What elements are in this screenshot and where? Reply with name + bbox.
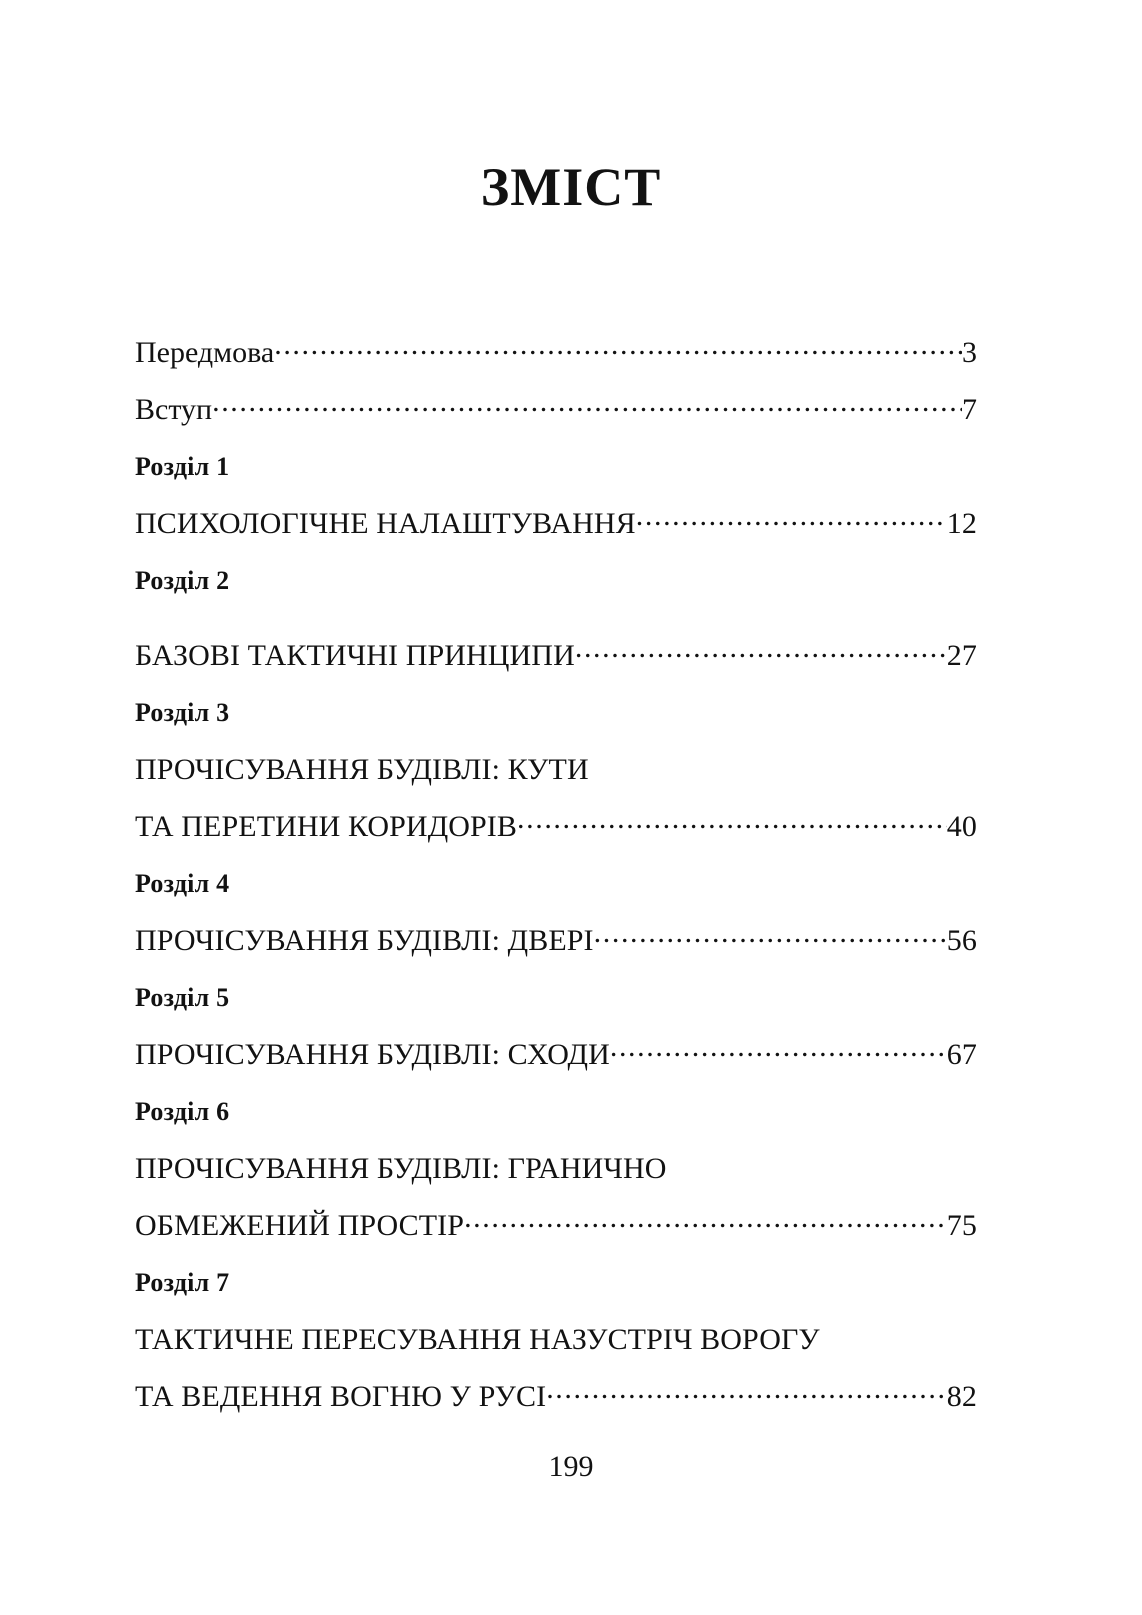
toc-page-number: 82 [946,1380,977,1413]
toc-entry-line[interactable] [135,495,977,552]
toc-entry-line[interactable] [135,627,977,684]
dot-leader [594,920,947,950]
dot-leader [274,332,962,362]
chapter-label [135,855,977,912]
dot-leader [610,1034,947,1064]
toc-entry-line[interactable] [135,381,977,438]
dot-leader [464,1205,947,1235]
toc-page-number: 12 [946,507,977,540]
chapter-label-text: Розділ 4 [135,869,230,898]
toc-page-number: 40 [946,810,977,843]
toc-entry-line[interactable] [135,912,977,969]
chapter-label-text: Розділ 3 [135,698,230,727]
chapter-label-text: Розділ 2 [135,566,230,595]
chapter-label [135,684,977,741]
chapter-label [135,969,977,1026]
toc-entry-title: ТА ВЕДЕННЯ ВОГНЮ У РУСІ [135,1380,547,1413]
dot-leader [517,806,947,836]
page-folio: 199 [548,1450,594,1483]
toc-page-number: 56 [946,924,977,957]
toc-entry-title: Передмова [135,336,275,369]
toc-entry-title: ПРОЧІСУВАННЯ БУДІВЛІ: ДВЕРІ [135,924,594,957]
chapter-label [135,438,977,495]
toc-entry-line[interactable] [135,798,977,855]
toc-entry-title: ТА ПЕРЕТИНИ КОРИДОРІВ [135,810,518,843]
chapter-label-text: Розділ 1 [135,452,230,481]
toc-entry-title: ПРОЧІСУВАННЯ БУДІВЛІ: КУТИ [135,753,589,786]
toc-page-number: 27 [946,639,977,672]
toc-entry-title: Вступ [135,393,213,426]
toc-page-number: 67 [946,1038,977,1071]
chapter-label-text: Розділ 6 [135,1097,230,1126]
toc-page-number: 7 [962,393,977,426]
dot-leader [546,1376,947,1406]
chapter-label-text: Розділ 5 [135,983,230,1012]
toc-page-number: 75 [946,1209,977,1242]
toc-entry-line[interactable] [135,324,977,381]
toc-entry-title: ОБМЕЖЕНИЙ ПРОСТІР [135,1209,465,1242]
dot-leader [575,635,947,665]
page-title: ЗМІСТ [480,157,662,217]
dot-leader [212,389,962,419]
toc-entry-title: БАЗОВІ ТАКТИЧНІ ПРИНЦИПИ [135,639,575,672]
toc-entry-title: ПРОЧІСУВАННЯ БУДІВЛІ: СХОДИ [135,1038,610,1071]
toc-entry-title: ПСИХОЛОГІЧНЕ НАЛАШТУВАННЯ [135,507,636,540]
toc-entry-line[interactable] [135,1140,977,1197]
toc-entry-title: ПРОЧІСУВАННЯ БУДІВЛІ: ГРАНИЧНО [135,1152,667,1185]
toc-entry-line[interactable] [135,741,977,798]
toc-entry-line[interactable] [135,1311,977,1368]
toc-entry-line[interactable] [135,1368,977,1425]
chapter-label [135,552,977,609]
toc-entry-line[interactable] [135,1026,977,1083]
toc-entry-title: ТАКТИЧНЕ ПЕРЕСУВАННЯ НАЗУСТРІЧ ВОРОГУ [135,1323,820,1356]
toc-list [135,324,977,1425]
toc-page-number: 3 [962,336,977,369]
chapter-label [135,1254,977,1311]
chapter-label-text: Розділ 7 [135,1268,230,1297]
toc-entry-line[interactable] [135,1197,977,1254]
dot-leader [636,503,947,533]
chapter-label [135,1083,977,1140]
